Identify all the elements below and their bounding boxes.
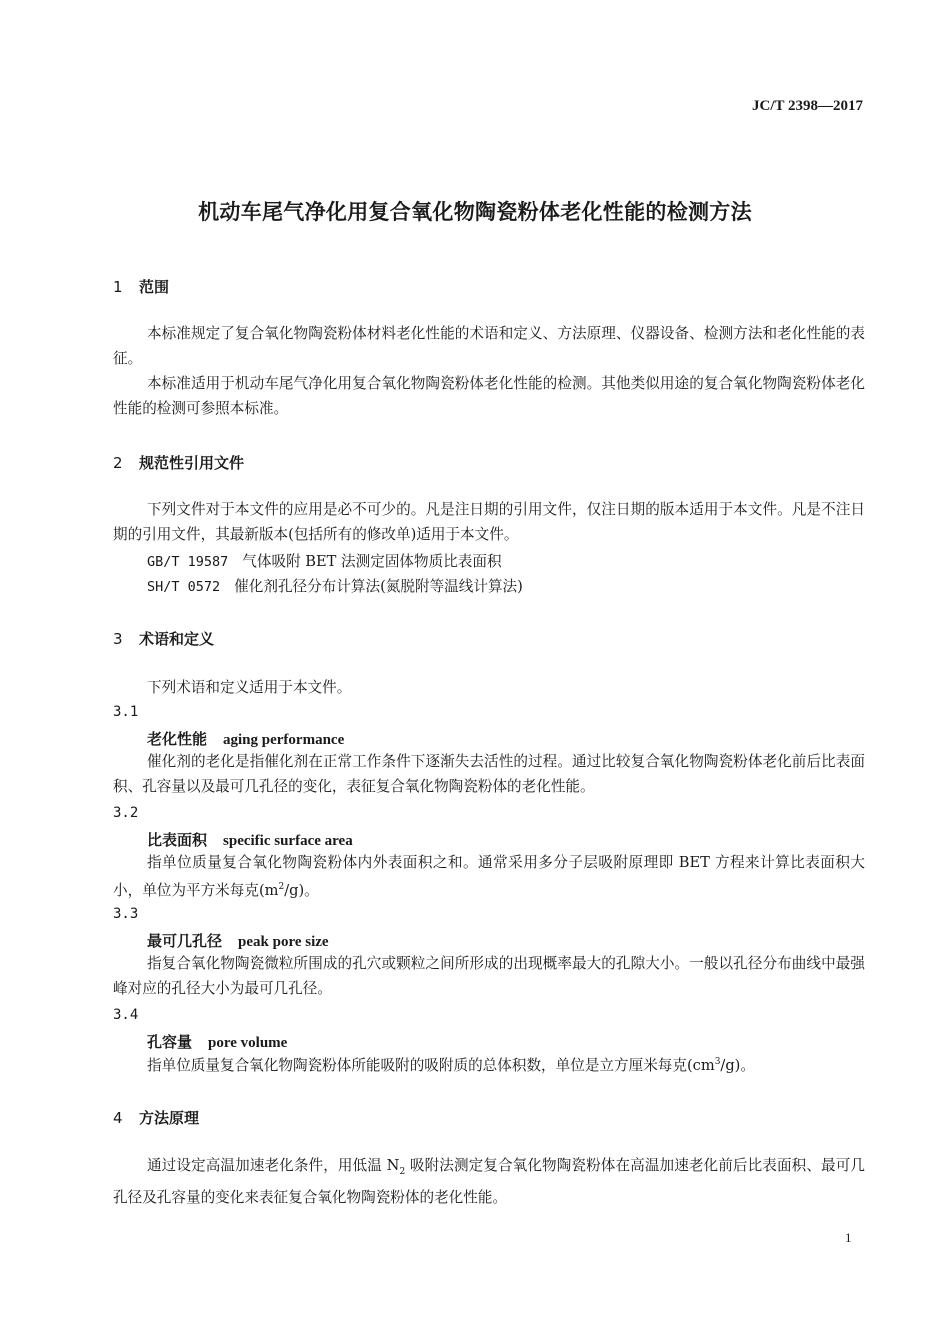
term-definition	[113, 749, 865, 799]
paragraph-text: 通过设定高温加速老化条件，用低温 N	[147, 1157, 400, 1174]
term-entry	[147, 930, 329, 951]
normative-reference	[147, 575, 523, 596]
reference-code: GB/T 19587	[147, 554, 229, 570]
term-entry	[147, 728, 344, 749]
reference-title: 气体吸附 BET 法测定固体物质比表面积	[242, 553, 502, 570]
section-1-heading	[113, 276, 169, 297]
normative-reference	[147, 550, 502, 571]
paragraph: 下列文件对于本文件的应用是必不可少的。凡是注日期的引用文件，仅注日期的版本适用于本文件。凡是不注日期的引用文件，其最新版本(包括所有的修改单)适用于本文件。	[113, 501, 865, 543]
section-title: 方法原理	[139, 1109, 200, 1127]
paragraph: 指复合氧化物陶瓷微粒所围成的孔穴或颗粒之间所形成的出现概率最大的孔隙大小。一般以孔径分布曲线中最强峰对应的孔径大小为最可几孔径。	[113, 955, 865, 997]
term-chinese: 老化性能	[147, 730, 208, 748]
superscript: 3	[714, 1057, 721, 1067]
section-title: 术语和定义	[139, 630, 215, 648]
section-number: 1	[113, 278, 123, 296]
term-english: aging performance	[223, 732, 345, 748]
term-chinese: 比表面积	[147, 831, 208, 849]
section-2-heading	[113, 452, 244, 473]
term-chinese: 最可几孔径	[147, 932, 223, 950]
term-definition	[113, 1050, 865, 1078]
document-title: 机动车尾气净化用复合氧化物陶瓷粉体老化性能的检测方法	[198, 200, 752, 224]
terms-intro: 下列术语和定义适用于本文件。	[147, 679, 352, 696]
clause-number: 3.3	[113, 906, 139, 922]
section-2-body	[113, 497, 865, 547]
term-chinese: 孔容量	[147, 1033, 193, 1051]
term-definition	[113, 951, 865, 1001]
definition-text: /g)。	[284, 881, 319, 899]
clause-number: 3.4	[113, 1007, 139, 1023]
section-title: 规范性引用文件	[139, 454, 245, 472]
paragraph	[113, 1153, 865, 1210]
section-number: 4	[113, 1109, 123, 1127]
definition-text: /g)。	[720, 1056, 755, 1074]
section-number: 2	[113, 454, 123, 472]
term-entry	[147, 829, 353, 850]
term-english: pore volume	[208, 1035, 288, 1051]
subscript: 2	[399, 1166, 406, 1177]
term-english: specific surface area	[223, 833, 353, 849]
paragraph	[113, 1050, 865, 1078]
clause-number: 3.1	[113, 704, 139, 720]
paragraph: 本标准规定了复合氧化物陶瓷粉体材料老化性能的术语和定义、方法原理、仪器设备、检测方法和老化性能的表征。	[113, 325, 865, 367]
term-english: peak pore size	[238, 934, 329, 950]
clause-number: 3.2	[113, 805, 139, 821]
section-4-heading	[113, 1107, 199, 1128]
term-definition	[113, 850, 865, 903]
superscript: 2	[278, 882, 285, 892]
paragraph: 本标准适用于机动车尾气净化用复合氧化物陶瓷粉体老化性能的检测。其他类似用途的复合氧化物陶瓷粉体老化性能的检测可参照本标准。	[113, 375, 865, 417]
definition-text: 指单位质量复合氧化物陶瓷粉体内外表面积之和。通常采用多分子层吸附原理即 BET 方程来计算比表面积大小，单位为平方米每克(m	[113, 854, 865, 899]
term-entry	[147, 1031, 287, 1052]
section-number: 3	[113, 630, 123, 648]
reference-title: 催化剂孔径分布计算法(氮脱附等温线计算法)	[234, 578, 523, 595]
paragraph-text: 吸附法测定复合氧化物陶瓷粉体在高温加速老化前后比表面积、最可几孔径及孔容量的变化来表征复合氧化物陶瓷粉体的老化性能。	[113, 1157, 865, 1206]
reference-code: SH/T 0572	[147, 579, 221, 595]
section-3-heading	[113, 628, 214, 649]
paragraph	[113, 850, 865, 903]
section-title: 范围	[139, 278, 170, 296]
paragraph: 催化剂的老化是指催化剂在正常工作条件下逐渐失去活性的过程。通过比较复合氧化物陶瓷粉体老化前后比表面积、孔容量以及最可几孔径的变化，表征复合氧化物陶瓷粉体的老化性能。	[113, 753, 865, 795]
definition-text: 指单位质量复合氧化物陶瓷粉体所能吸附的吸附质的总体积数，单位是立方厘米每克(cm	[147, 1056, 715, 1074]
page-number: 1	[845, 1230, 852, 1245]
standard-code: JC/T 2398—2017	[752, 98, 863, 114]
section-1-body	[113, 321, 865, 421]
section-4-body	[113, 1153, 865, 1210]
